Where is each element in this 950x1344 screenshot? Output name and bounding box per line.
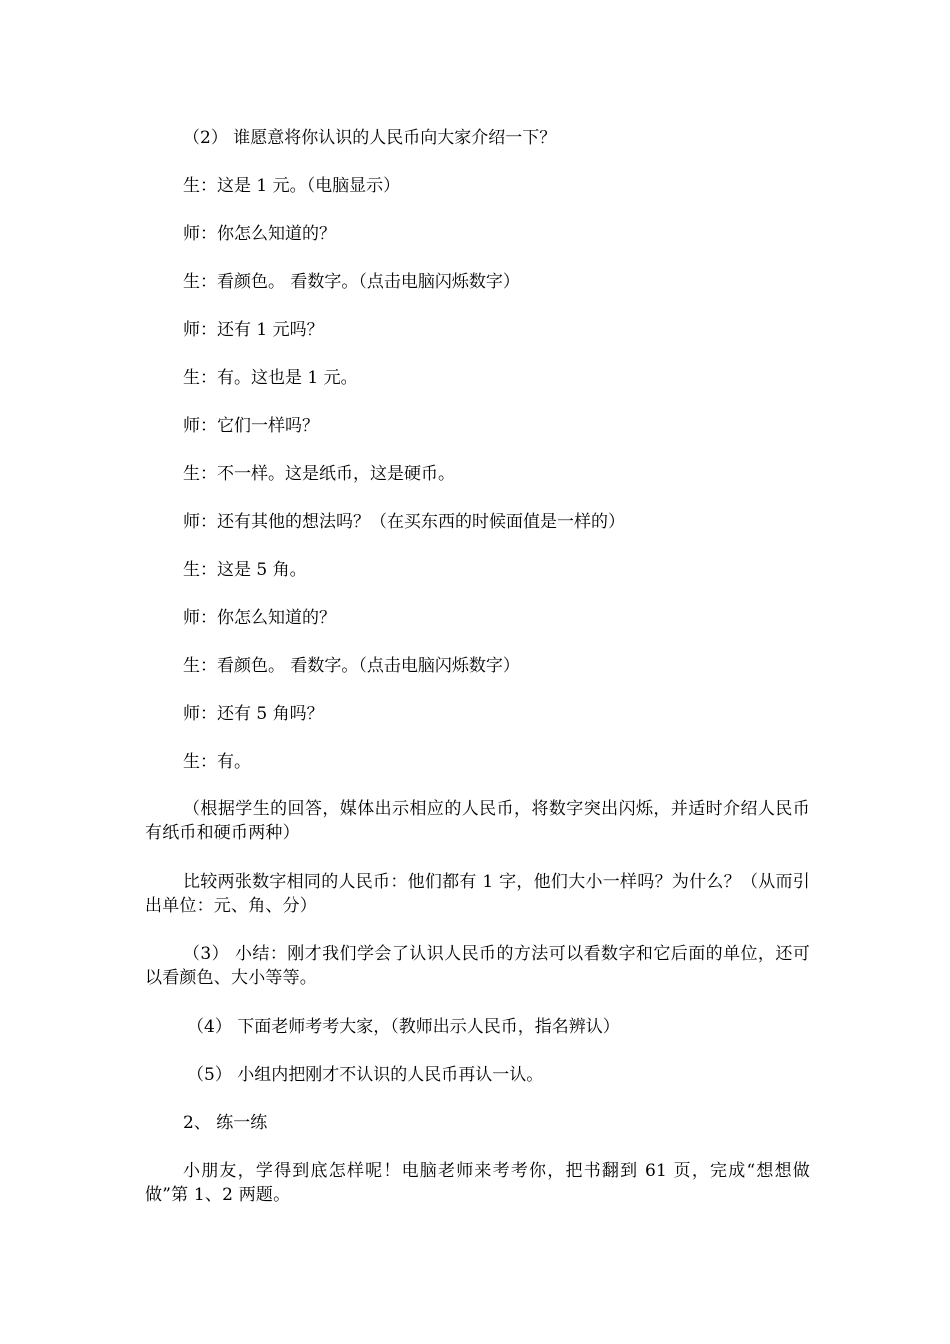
paragraph-exercise: 小朋友，学得到底怎样呢！电脑老师来考考你，把书翻到 61 页，完成“想想做做”第 1、2 两题。 (145, 1161, 810, 1205)
text-line-dialogue: 生：这是 1 元。（电脑显示） (183, 176, 401, 196)
text-line-dialogue: 生：看颜色。 看数字。（点击电脑闪烁数字） (183, 656, 520, 676)
text-line-dialogue: 生：有。 (183, 752, 251, 772)
text-line-intro-question: （2） 谁愿意将你认识的人民币向大家介绍一下？ (183, 128, 557, 148)
text-line-dialogue: 生：这是 5 角。 (183, 560, 307, 580)
text-line-dialogue: 师：你怎么知道的？ (183, 224, 336, 244)
text-line-dialogue: 生：看颜色。 看数字。（点击电脑闪烁数字） (183, 272, 520, 292)
text-line-group-activity: （5） 小组内把刚才不认识的人民币再认一认。 (187, 1065, 544, 1085)
section-heading-practice: 2、 练一练 (183, 1113, 268, 1133)
text-line-dialogue: 师：它们一样吗？ (183, 416, 319, 436)
text-line-dialogue: 师：还有其他的想法吗？（在买东西的时候面值是一样的） (183, 512, 625, 532)
text-line-dialogue: 师：还有 1 元吗？ (183, 320, 324, 340)
paragraph-media-note: （根据学生的回答，媒体出示相应的人民币，将数字突出闪烁，并适时介绍人民币有纸币和硬币两种） (145, 799, 810, 843)
paragraph-summary: （3） 小结：刚才我们学会了认识人民币的方法可以看数字和它后面的单位，还可以看颜色、大小等等。 (145, 944, 810, 988)
text-line-dialogue: 师：你怎么知道的？ (183, 608, 336, 628)
text-line-dialogue: 生：有。这也是 1 元。 (183, 368, 358, 388)
paragraph-compare: 比较两张数字相同的人民币：他们都有 1 字，他们大小一样吗？为什么？（从而引出单位：元、角、分） (145, 872, 810, 916)
text-line-dialogue: 师：还有 5 角吗？ (183, 704, 324, 724)
text-line-teacher-test: （4） 下面老师考考大家，（教师出示人民币，指名辨认） (187, 1017, 620, 1037)
text-line-dialogue: 生：不一样。这是纸币，这是硬币。 (183, 464, 455, 484)
